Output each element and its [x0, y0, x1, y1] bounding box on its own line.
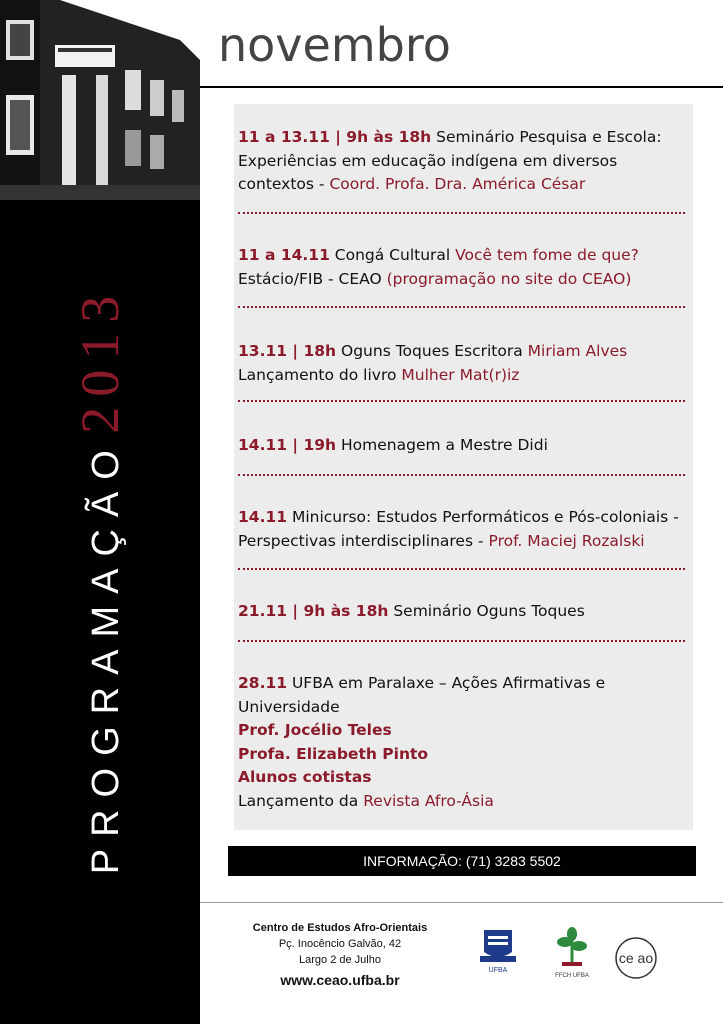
program-word: PROGRAMAÇÃO: [85, 438, 127, 875]
event-item: [238, 434, 688, 458]
website-link[interactable]: www.ceao.ufba.br: [280, 972, 400, 988]
event-highlight: Prof. Maciej Rozalski: [488, 531, 645, 550]
event-highlight: 28.11: [238, 674, 288, 692]
event-highlight: Prof. Jocélio Teles: [238, 721, 392, 739]
dotted-separator: [238, 474, 685, 476]
program-vertical-title: [69, 286, 131, 875]
event-text: Lançamento do livro: [238, 365, 402, 384]
ceao-logo-text: ce ao: [618, 950, 654, 966]
dotted-separator: [238, 212, 685, 214]
dotted-separator: [238, 306, 685, 308]
event-line: [238, 743, 688, 767]
event-line: [238, 506, 688, 553]
event-line: [238, 766, 688, 790]
event-line: [238, 672, 688, 719]
footer-divider: [200, 902, 723, 903]
building-photo: [0, 0, 200, 200]
event-text: Seminário Pesquisa e Escola: Experiências em educação indígena em diversos contextos -: [238, 128, 662, 193]
dotted-separator: [238, 568, 685, 570]
event-text: Minicurso: Estudos Performáticos e Pós-coloniais - Perspectivas interdisciplinares -: [238, 508, 679, 550]
event-item: [238, 506, 688, 553]
event-item: [238, 340, 688, 387]
dotted-separator: [238, 400, 685, 402]
event-highlight: 11 a 14.11: [238, 246, 330, 264]
sidebar: [0, 0, 200, 1024]
info-bar: INFORMAÇÃO: (71) 3283 5502: [228, 846, 696, 876]
event-item: [238, 126, 688, 197]
ffch-logo: [550, 926, 594, 980]
event-highlight: (programação no site do CEAO): [386, 269, 632, 288]
event-text: Congá Cultural: [329, 246, 456, 264]
event-line: [238, 364, 688, 388]
event-highlight: 14.11 | 19h: [238, 436, 337, 454]
address-line-1: Pç. Inocêncio Galvão, 42: [278, 938, 402, 950]
event-item: [238, 244, 688, 291]
dotted-separator: [238, 640, 685, 642]
footer-address: [240, 920, 440, 988]
event-item: [238, 600, 688, 624]
event-line: [238, 126, 688, 197]
event-highlight: Mulher Mat(r)iz: [401, 365, 520, 384]
ffch-logo-text: FFCH UFBA: [555, 973, 589, 979]
building-illustration: [0, 0, 200, 200]
address-line-2: Largo 2 de Julho: [299, 954, 381, 966]
event-item: [238, 672, 688, 813]
event-line: [238, 719, 688, 743]
event-line: [238, 244, 688, 291]
event-text: UFBA em Paralaxe – Ações Afirmativas e Universidade: [238, 674, 606, 716]
event-line: [238, 790, 688, 814]
ufba-logo-text: UFBA: [488, 967, 508, 974]
event-text: Seminário Oguns Toques: [388, 602, 585, 620]
event-line: [238, 600, 688, 624]
event-highlight: Alunos cotistas: [238, 768, 372, 786]
event-text: Homenagem a Mestre Didi: [336, 436, 548, 454]
event-highlight: Você tem fome de que?: [455, 246, 639, 264]
event-line: [238, 340, 688, 364]
event-text: Lançamento da: [238, 791, 364, 810]
event-highlight: 11 a 13.11 | 9h às 18h: [238, 128, 432, 146]
event-highlight: Profa. Elizabeth Pinto: [238, 744, 429, 763]
institution-name: Centro de Estudos Afro-Orientais: [252, 922, 428, 934]
event-highlight: Miriam Alves: [527, 342, 628, 360]
program-year: 2013: [70, 285, 130, 434]
page-title: novembro: [218, 18, 451, 72]
event-line: [238, 434, 688, 458]
event-highlight: Coord. Profa. Dra. América César: [329, 175, 586, 193]
event-highlight: 14.11: [238, 508, 288, 526]
ufba-logo: [478, 926, 518, 976]
event-text: Estácio/FIB - CEAO: [238, 269, 387, 288]
ceao-logo: [614, 936, 658, 980]
title-divider: [200, 86, 723, 88]
event-highlight: 21.11 | 9h às 18h: [238, 602, 389, 620]
event-highlight: 13.11 | 18h: [238, 342, 337, 360]
event-text: Oguns Toques Escritora: [336, 342, 528, 360]
event-highlight: Revista Afro-Ásia: [363, 791, 494, 810]
